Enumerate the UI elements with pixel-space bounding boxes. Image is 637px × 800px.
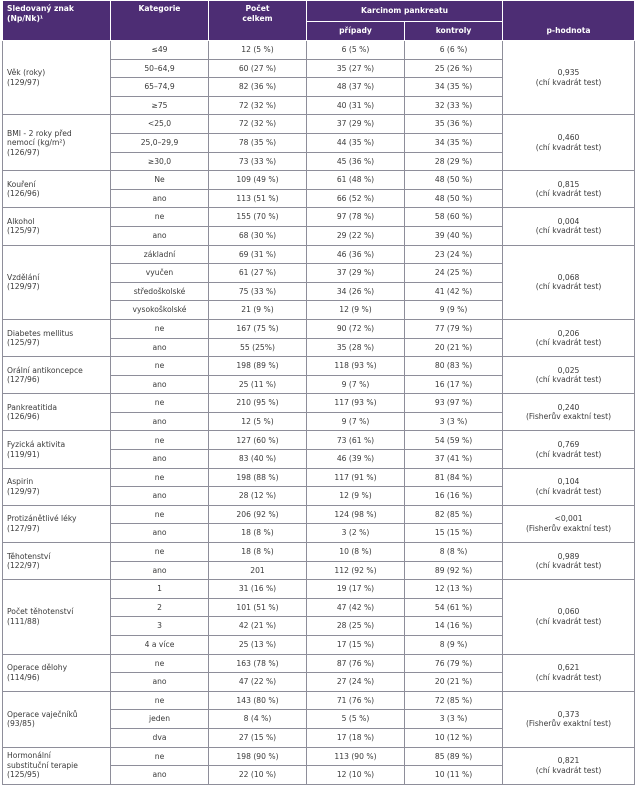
category-cell: ano — [111, 375, 209, 394]
header-p: p-hodnota — [503, 1, 635, 41]
controls-cell: 77 (79 %) — [405, 319, 503, 338]
category-cell: ano — [111, 189, 209, 208]
cases-cell: 46 (36 %) — [307, 245, 405, 264]
category-cell: ne — [111, 543, 209, 562]
category-cell: 3 — [111, 617, 209, 636]
p-value — [503, 115, 635, 171]
header-category: Kategorie — [111, 1, 209, 41]
total-cell: 127 (60 %) — [209, 431, 307, 450]
p-value-number: 0,104 — [557, 477, 580, 487]
p-value — [503, 208, 635, 245]
variable-label-line: Vzdělání — [7, 272, 40, 282]
category-cell: ano — [111, 561, 209, 580]
category-cell: dva — [111, 728, 209, 747]
p-value — [503, 543, 635, 580]
controls-cell: 16 (16 %) — [405, 487, 503, 506]
category-cell: ano — [111, 338, 209, 357]
controls-cell: 81 (84 %) — [405, 468, 503, 487]
variable-label — [3, 208, 111, 245]
total-cell: 21 (9 %) — [209, 301, 307, 320]
header-cases: případy — [307, 22, 405, 41]
p-value — [503, 580, 635, 654]
total-cell: 72 (32 %) — [209, 96, 307, 115]
variable-label — [3, 505, 111, 542]
category-cell: ano — [111, 524, 209, 543]
p-value-test: (chí kvadrát test) — [535, 226, 602, 236]
table-row — [3, 431, 635, 450]
cases-cell: 44 (35 %) — [307, 133, 405, 152]
p-value — [503, 394, 635, 431]
variable-label-line: (126/96) — [7, 189, 40, 199]
controls-cell: 20 (21 %) — [405, 673, 503, 692]
table-row — [3, 357, 635, 376]
variable-label — [3, 468, 111, 505]
p-value-number: 0,815 — [557, 179, 580, 189]
cases-cell: 35 (27 %) — [307, 59, 405, 78]
category-cell: 1 — [111, 580, 209, 599]
total-cell: 61 (27 %) — [209, 264, 307, 283]
total-cell: 22 (10 %) — [209, 766, 307, 785]
table-row — [3, 543, 635, 562]
variable-label-line: (125/97) — [7, 226, 40, 236]
category-cell: ano — [111, 412, 209, 431]
controls-cell: 89 (92 %) — [405, 561, 503, 580]
variable-label-line: (119/91) — [7, 449, 40, 459]
p-value-number: 0,240 — [557, 402, 580, 412]
variable-label-line: (125/95) — [7, 770, 40, 780]
category-cell: středoškolské — [111, 282, 209, 301]
controls-cell: 6 (6 %) — [405, 41, 503, 60]
variable-label-line: (122/97) — [7, 561, 40, 571]
controls-cell: 85 (89 %) — [405, 747, 503, 766]
cases-cell: 71 (76 %) — [307, 691, 405, 710]
variable-label — [3, 543, 111, 580]
category-cell: 2 — [111, 598, 209, 617]
total-cell: 72 (32 %) — [209, 115, 307, 134]
table-body — [3, 41, 635, 785]
cases-cell: 12 (10 %) — [307, 766, 405, 785]
variable-label-line: (126/96) — [7, 412, 40, 422]
total-cell: 69 (31 %) — [209, 245, 307, 264]
p-value-number: 0,373 — [557, 709, 580, 719]
controls-cell: 8 (9 %) — [405, 636, 503, 655]
p-value-number: 0,025 — [557, 365, 580, 375]
cases-cell: 5 (5 %) — [307, 710, 405, 729]
total-cell: 47 (22 %) — [209, 673, 307, 692]
variable-label-line: Kouření — [7, 179, 36, 189]
controls-cell: 3 (3 %) — [405, 412, 503, 431]
total-cell: 55 (25%) — [209, 338, 307, 357]
p-value-test: (chí kvadrát test) — [535, 375, 602, 385]
cases-cell: 112 (92 %) — [307, 561, 405, 580]
header-variable: Sledovaný znak (Np/Nk)¹ — [3, 1, 111, 41]
cases-cell: 9 (7 %) — [307, 375, 405, 394]
controls-cell: 9 (9 %) — [405, 301, 503, 320]
cases-cell: 46 (39 %) — [307, 450, 405, 469]
total-cell: 113 (51 %) — [209, 189, 307, 208]
variable-label-line: (129/97) — [7, 486, 40, 496]
controls-cell: 82 (85 %) — [405, 505, 503, 524]
controls-cell: 3 (3 %) — [405, 710, 503, 729]
p-value-number: <0,001 — [554, 514, 583, 524]
p-value — [503, 654, 635, 691]
total-cell: 60 (27 %) — [209, 59, 307, 78]
total-cell: 101 (51 %) — [209, 598, 307, 617]
controls-cell: 35 (36 %) — [405, 115, 503, 134]
controls-cell: 39 (40 %) — [405, 226, 503, 245]
total-cell: 42 (21 %) — [209, 617, 307, 636]
total-cell: 198 (89 %) — [209, 357, 307, 376]
category-cell: 65–74,9 — [111, 78, 209, 97]
cases-cell: 48 (37 %) — [307, 78, 405, 97]
table-row — [3, 208, 635, 227]
p-value — [503, 245, 635, 319]
table-row — [3, 691, 635, 710]
cases-cell: 118 (93 %) — [307, 357, 405, 376]
total-cell: 18 (8 %) — [209, 524, 307, 543]
variable-label-line: Aspirin — [7, 477, 34, 487]
total-cell: 28 (12 %) — [209, 487, 307, 506]
table-row — [3, 580, 635, 599]
variable-label-line: Hormonální — [7, 751, 51, 761]
category-cell: ano — [111, 766, 209, 785]
cases-cell: 40 (31 %) — [307, 96, 405, 115]
variable-label — [3, 357, 111, 394]
total-cell: 201 — [209, 561, 307, 580]
cases-cell: 37 (29 %) — [307, 264, 405, 283]
variable-label-line: (125/97) — [7, 338, 40, 347]
cases-cell: 12 (9 %) — [307, 301, 405, 320]
cases-cell: 3 (2 %) — [307, 524, 405, 543]
controls-cell: 23 (24 %) — [405, 245, 503, 264]
controls-cell: 76 (79 %) — [405, 654, 503, 673]
cases-cell: 19 (17 %) — [307, 580, 405, 599]
variable-label — [3, 245, 111, 319]
category-cell: jeden — [111, 710, 209, 729]
p-value-test: (chí kvadrát test) — [535, 765, 602, 775]
category-cell: <25,0 — [111, 115, 209, 134]
cases-cell: 10 (8 %) — [307, 543, 405, 562]
header-total: Počet celkem — [209, 1, 307, 41]
p-value — [503, 468, 635, 505]
total-cell: 27 (15 %) — [209, 728, 307, 747]
p-value — [503, 171, 635, 208]
variable-label-line: (129/97) — [7, 77, 40, 87]
cases-cell: 34 (26 %) — [307, 282, 405, 301]
category-cell: 4 a více — [111, 636, 209, 655]
total-cell: 25 (11 %) — [209, 375, 307, 394]
p-value-test: (Fisherův exaktní test) — [525, 412, 612, 422]
table-row — [3, 41, 635, 60]
table-row — [3, 394, 635, 413]
table-row — [3, 245, 635, 264]
variable-label-line: Diabetes mellitus — [7, 328, 74, 338]
variable-label-line: substituční terapie — [7, 760, 78, 770]
table-row — [3, 319, 635, 338]
table-container — [2, 0, 634, 785]
category-cell: ne — [111, 208, 209, 227]
table-row — [3, 171, 635, 190]
table-row — [3, 115, 635, 134]
category-cell: ne — [111, 357, 209, 376]
cases-cell: 47 (42 %) — [307, 598, 405, 617]
controls-cell: 10 (11 %) — [405, 766, 503, 785]
controls-cell: 24 (25 %) — [405, 264, 503, 283]
controls-cell: 16 (17 %) — [405, 375, 503, 394]
variable-label — [3, 319, 111, 356]
p-value-number: 0,621 — [557, 663, 580, 673]
p-value — [503, 357, 635, 394]
variable-label-line: (93/85) — [7, 719, 35, 729]
variable-label — [3, 431, 111, 468]
variable-label-line: (111/88) — [7, 616, 40, 626]
header-group: Karcinom pankreatu — [307, 1, 503, 22]
p-value-number: 0,989 — [557, 551, 580, 561]
p-value-test: (chí kvadrát test) — [535, 486, 602, 496]
category-cell: ano — [111, 450, 209, 469]
p-value-test: (chí kvadrát test) — [535, 282, 602, 292]
cases-cell: 124 (98 %) — [307, 505, 405, 524]
total-cell: 206 (92 %) — [209, 505, 307, 524]
variable-label — [3, 747, 111, 784]
table-row — [3, 505, 635, 524]
p-value — [503, 747, 635, 784]
table-row — [3, 747, 635, 766]
variable-label — [3, 115, 111, 171]
cases-cell: 9 (7 %) — [307, 412, 405, 431]
cases-cell: 90 (72 %) — [307, 319, 405, 338]
variable-label — [3, 394, 111, 431]
data-table — [2, 0, 635, 785]
p-value-number: 0,935 — [557, 68, 580, 78]
p-value-test: (chí kvadrát test) — [535, 77, 602, 87]
cases-cell: 45 (36 %) — [307, 152, 405, 171]
controls-cell: 37 (41 %) — [405, 450, 503, 469]
p-value-test: (chí kvadrát test) — [535, 189, 602, 199]
p-value-number: 0,769 — [557, 440, 580, 450]
variable-label-line: Věk (roky) — [7, 68, 46, 78]
variable-label-line: Alkohol — [7, 216, 35, 226]
controls-cell: 32 (33 %) — [405, 96, 503, 115]
cases-cell: 97 (78 %) — [307, 208, 405, 227]
variable-label-line: Operace vaječníků — [7, 709, 78, 719]
variable-label — [3, 41, 111, 115]
controls-cell: 10 (12 %) — [405, 728, 503, 747]
p-value-number: 0,821 — [557, 756, 580, 766]
cases-cell: 29 (22 %) — [307, 226, 405, 245]
variable-label-line: nemocí (kg/m²) — [7, 138, 66, 148]
category-cell: ne — [111, 468, 209, 487]
total-cell: 68 (30 %) — [209, 226, 307, 245]
controls-cell: 58 (60 %) — [405, 208, 503, 227]
variable-label — [3, 691, 111, 747]
p-value-test: (chí kvadrát test) — [535, 561, 602, 571]
variable-label — [3, 580, 111, 654]
category-cell: 50–64,9 — [111, 59, 209, 78]
cases-cell: 61 (48 %) — [307, 171, 405, 190]
cases-cell: 17 (18 %) — [307, 728, 405, 747]
controls-cell: 54 (61 %) — [405, 598, 503, 617]
category-cell: ne — [111, 654, 209, 673]
category-cell: 25,0–29,9 — [111, 133, 209, 152]
total-cell: 210 (95 %) — [209, 394, 307, 413]
header-controls: kontroly — [405, 22, 503, 41]
total-cell: 198 (88 %) — [209, 468, 307, 487]
cases-cell: 117 (93 %) — [307, 394, 405, 413]
controls-cell: 93 (97 %) — [405, 394, 503, 413]
table-row — [3, 468, 635, 487]
category-cell: ne — [111, 691, 209, 710]
total-cell: 8 (4 %) — [209, 710, 307, 729]
total-cell: 83 (40 %) — [209, 450, 307, 469]
total-cell: 12 (5 %) — [209, 41, 307, 60]
variable-label-line: (129/97) — [7, 282, 40, 292]
total-cell: 75 (33 %) — [209, 282, 307, 301]
total-cell: 31 (16 %) — [209, 580, 307, 599]
cases-cell: 35 (28 %) — [307, 338, 405, 357]
cases-cell: 117 (91 %) — [307, 468, 405, 487]
controls-cell: 15 (15 %) — [405, 524, 503, 543]
p-value-test: (chí kvadrát test) — [535, 672, 602, 682]
variable-label — [3, 654, 111, 691]
category-cell: vysokoškolské — [111, 301, 209, 320]
category-cell: základní — [111, 245, 209, 264]
controls-cell: 41 (42 %) — [405, 282, 503, 301]
p-value-number: 0,060 — [557, 607, 580, 617]
total-cell: 198 (90 %) — [209, 747, 307, 766]
p-value-test: (Fisherův exaktní test) — [525, 523, 612, 533]
controls-cell: 34 (35 %) — [405, 78, 503, 97]
p-value-number: 0,068 — [557, 272, 580, 282]
variable-label-line: Počet těhotenství — [7, 607, 74, 617]
p-value-number: 0,004 — [557, 216, 580, 226]
total-cell: 155 (70 %) — [209, 208, 307, 227]
variable-label-line: Fyzická aktivita — [7, 440, 66, 450]
variable-label-line: (127/96) — [7, 375, 40, 385]
table-row — [3, 654, 635, 673]
variable-label — [3, 171, 111, 208]
variable-label-line: (127/97) — [7, 523, 40, 533]
category-cell: ano — [111, 226, 209, 245]
p-value-test: (chí kvadrát test) — [535, 338, 602, 347]
controls-cell: 28 (29 %) — [405, 152, 503, 171]
total-cell: 167 (75 %) — [209, 319, 307, 338]
controls-cell: 80 (83 %) — [405, 357, 503, 376]
variable-label-line: Protizánětlivé léky — [7, 514, 77, 524]
cases-cell: 66 (52 %) — [307, 189, 405, 208]
table-header — [3, 1, 635, 41]
total-cell: 78 (35 %) — [209, 133, 307, 152]
variable-label-line: Operace dělohy — [7, 663, 68, 673]
category-cell: ne — [111, 505, 209, 524]
variable-label-line: (114/96) — [7, 672, 40, 682]
total-cell: 25 (13 %) — [209, 636, 307, 655]
total-cell: 163 (78 %) — [209, 654, 307, 673]
variable-label-line: BMI - 2 roky před — [7, 128, 72, 138]
total-cell: 109 (49 %) — [209, 171, 307, 190]
category-cell: ≤49 — [111, 41, 209, 60]
category-cell: ne — [111, 319, 209, 338]
p-value-number: 0,206 — [557, 328, 580, 338]
variable-label-line: Pankreatitida — [7, 402, 58, 412]
cases-cell: 73 (61 %) — [307, 431, 405, 450]
category-cell: ne — [111, 747, 209, 766]
p-value — [503, 691, 635, 747]
category-cell: vyučen — [111, 264, 209, 283]
controls-cell: 8 (8 %) — [405, 543, 503, 562]
p-value — [503, 431, 635, 468]
cases-cell: 27 (24 %) — [307, 673, 405, 692]
total-cell: 18 (8 %) — [209, 543, 307, 562]
category-cell: Ne — [111, 171, 209, 190]
controls-cell: 25 (26 %) — [405, 59, 503, 78]
category-cell: ne — [111, 394, 209, 413]
category-cell: ano — [111, 487, 209, 506]
category-cell: ano — [111, 673, 209, 692]
p-value-test: (chí kvadrát test) — [535, 616, 602, 626]
total-cell: 82 (36 %) — [209, 78, 307, 97]
controls-cell: 12 (13 %) — [405, 580, 503, 599]
variable-label-line: Těhotenství — [7, 551, 51, 561]
controls-cell: 72 (85 %) — [405, 691, 503, 710]
p-value — [503, 505, 635, 542]
controls-cell: 48 (50 %) — [405, 189, 503, 208]
variable-label-line: Orální antikoncepce — [7, 365, 83, 375]
cases-cell: 113 (90 %) — [307, 747, 405, 766]
controls-cell: 34 (35 %) — [405, 133, 503, 152]
p-value-test: (chí kvadrát test) — [535, 449, 602, 459]
category-cell: ≥30,0 — [111, 152, 209, 171]
controls-cell: 20 (21 %) — [405, 338, 503, 357]
cases-cell: 87 (76 %) — [307, 654, 405, 673]
cases-cell: 37 (29 %) — [307, 115, 405, 134]
total-cell: 73 (33 %) — [209, 152, 307, 171]
total-cell: 143 (80 %) — [209, 691, 307, 710]
p-value-test: (chí kvadrát test) — [535, 142, 602, 152]
p-value-number: 0,460 — [557, 133, 580, 143]
controls-cell: 48 (50 %) — [405, 171, 503, 190]
category-cell: ≥75 — [111, 96, 209, 115]
controls-cell: 14 (16 %) — [405, 617, 503, 636]
p-value — [503, 319, 635, 356]
cases-cell: 12 (9 %) — [307, 487, 405, 506]
p-value-test: (Fisherův exaktní test) — [525, 719, 612, 729]
p-value — [503, 41, 635, 115]
cases-cell: 17 (15 %) — [307, 636, 405, 655]
category-cell: ne — [111, 431, 209, 450]
controls-cell: 54 (59 %) — [405, 431, 503, 450]
variable-label-line: (126/97) — [7, 147, 40, 157]
cases-cell: 28 (25 %) — [307, 617, 405, 636]
cases-cell: 6 (5 %) — [307, 41, 405, 60]
total-cell: 12 (5 %) — [209, 412, 307, 431]
